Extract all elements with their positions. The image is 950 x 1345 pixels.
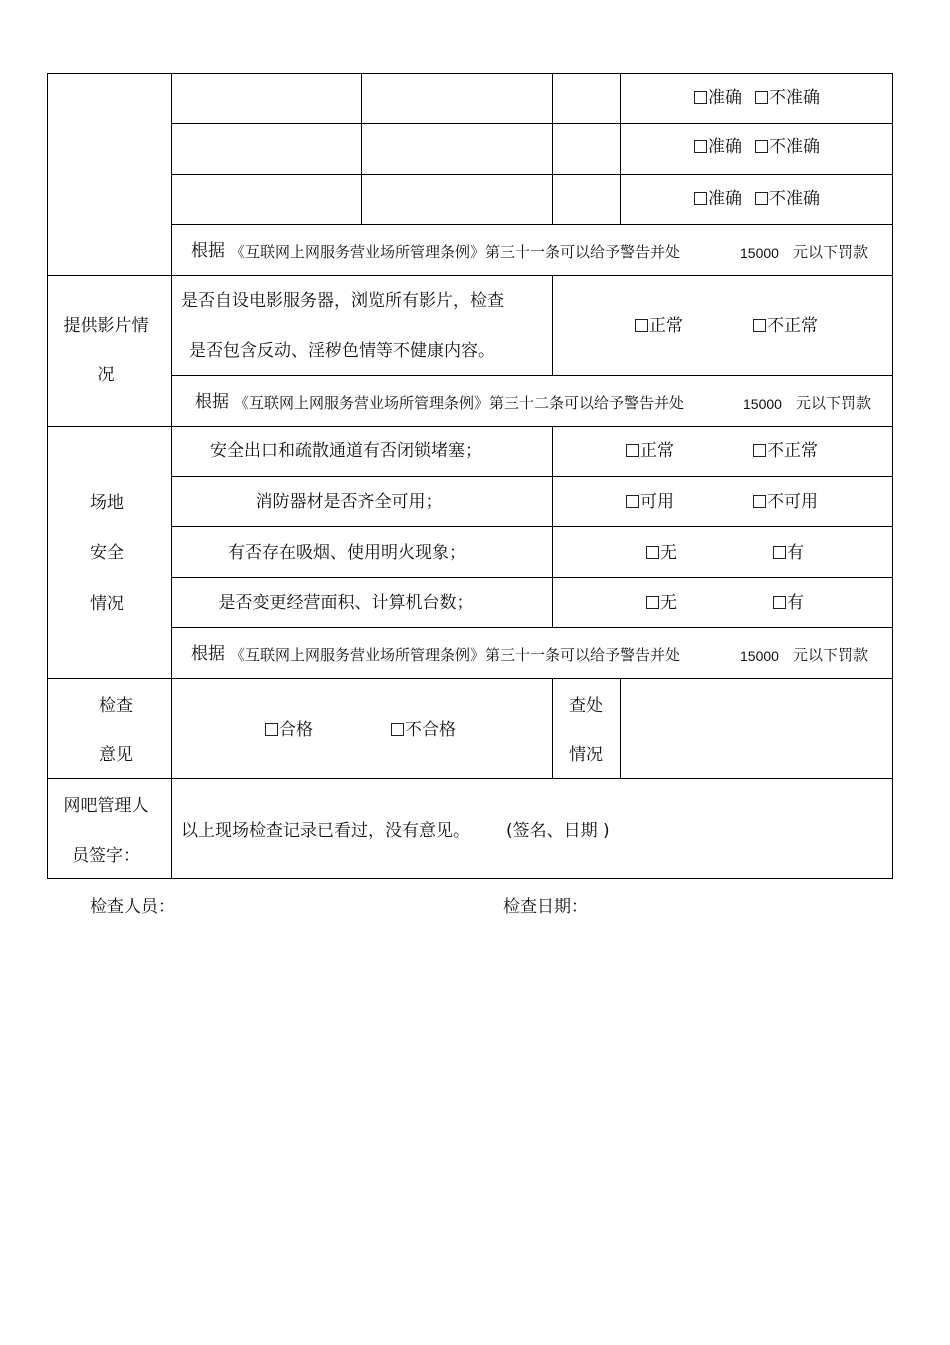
grid-line <box>47 73 48 879</box>
grid-line <box>620 678 621 778</box>
grid-line <box>47 426 893 427</box>
penalty-law: 《互联网上网服务营业场所管理条例》第三十二条可以给予警告并处 <box>234 394 685 412</box>
handle-label-1: 查处 <box>569 696 603 716</box>
film-desc-line2: 是否包含反动、淫秽色情等不健康内容。 <box>189 341 495 361</box>
safety-label-3: 情况 <box>90 594 124 614</box>
option-no[interactable]: 不准确 <box>755 137 820 157</box>
grid-line <box>171 577 893 578</box>
grid-line <box>47 678 893 679</box>
option-yes[interactable]: 正常 <box>626 441 674 461</box>
safety-item-text: 有否存在吸烟、使用明火现象； <box>228 543 466 563</box>
safety-item-text: 是否变更经营面积、计算机台数； <box>218 593 474 613</box>
handle-label-2: 情况 <box>569 745 603 765</box>
safety-item-text: 安全出口和疏散通道有否闭锁堵塞； <box>210 441 482 461</box>
grid-line <box>620 73 621 224</box>
grid-line <box>171 123 893 124</box>
checkbox-icon[interactable] <box>753 495 766 508</box>
option-abnormal[interactable]: 不正常 <box>753 316 818 336</box>
option-yes[interactable]: 可用 <box>626 492 674 512</box>
grid-line <box>47 878 893 879</box>
option-yes[interactable]: 准确 <box>694 137 742 157</box>
checkbox-icon[interactable] <box>694 91 707 104</box>
film-label-2: 况 <box>97 365 115 385</box>
checkbox-icon[interactable] <box>773 546 786 559</box>
checkbox-icon[interactable] <box>646 596 659 609</box>
signature-note: (签名、日期 ) <box>506 821 610 841</box>
penalty-prefix: 根据 <box>191 644 225 664</box>
option-pass[interactable]: 合格 <box>265 720 313 740</box>
option-yes[interactable]: 无 <box>646 593 677 613</box>
checkbox-icon[interactable] <box>753 444 766 457</box>
signature-label-1: 网吧管理人 <box>63 796 149 816</box>
checkbox-icon[interactable] <box>265 723 278 736</box>
option-normal[interactable]: 正常 <box>635 316 683 336</box>
grid-line <box>552 678 553 778</box>
grid-line <box>171 476 893 477</box>
grid-line <box>552 275 553 375</box>
option-no[interactable]: 不准确 <box>755 189 820 209</box>
grid-line <box>47 778 893 779</box>
checkbox-icon[interactable] <box>635 319 648 332</box>
penalty-amount: 15000 <box>740 648 779 664</box>
option-fail[interactable]: 不合格 <box>391 720 456 740</box>
penalty-law: 《互联网上网服务营业场所管理条例》第三十一条可以给予警告并处 <box>230 646 681 664</box>
checkbox-icon[interactable] <box>755 140 768 153</box>
grid-line <box>552 73 553 224</box>
penalty-law: 《互联网上网服务营业场所管理条例》第三十一条可以给予警告并处 <box>230 243 681 261</box>
checkbox-icon[interactable] <box>646 546 659 559</box>
checkbox-icon[interactable] <box>753 319 766 332</box>
grid-line <box>171 73 172 879</box>
penalty-prefix: 根据 <box>195 392 229 412</box>
safety-item-text: 消防器材是否齐全可用； <box>255 492 443 512</box>
grid-line <box>171 174 893 175</box>
signature-label-2: 员签字： <box>72 846 140 866</box>
penalty-suffix: 元以下罚款 <box>796 394 872 412</box>
checkbox-icon[interactable] <box>694 140 707 153</box>
inspection-date-label: 检查日期： <box>503 897 588 917</box>
grid-line <box>892 73 893 879</box>
penalty-suffix: 元以下罚款 <box>793 243 869 261</box>
inspector-label: 检查人员： <box>90 897 175 917</box>
checkbox-icon[interactable] <box>773 596 786 609</box>
checkbox-icon[interactable] <box>694 192 707 205</box>
film-desc-line1: 是否自设电影服务器，浏览所有影片，检查 <box>181 291 504 311</box>
grid-line <box>171 224 893 225</box>
option-yes[interactable]: 无 <box>646 543 677 563</box>
checkbox-icon[interactable] <box>626 444 639 457</box>
grid-line <box>171 526 893 527</box>
option-no[interactable]: 不准确 <box>755 88 820 108</box>
penalty-amount: 15000 <box>743 396 782 412</box>
option-no[interactable]: 不可用 <box>753 492 818 512</box>
opinion-label-2: 意见 <box>99 745 133 765</box>
option-yes[interactable]: 准确 <box>694 88 742 108</box>
handle-field[interactable] <box>622 680 890 776</box>
safety-label-1: 场地 <box>90 493 124 513</box>
signature-text: 以上现场检查记录已看过，没有意见。 <box>181 821 470 841</box>
checkbox-icon[interactable] <box>755 91 768 104</box>
penalty-suffix: 元以下罚款 <box>793 646 869 664</box>
grid-line <box>171 627 893 628</box>
grid-line <box>171 375 893 376</box>
grid-line <box>47 275 893 276</box>
option-no[interactable]: 有 <box>773 593 804 613</box>
option-yes[interactable]: 准确 <box>694 189 742 209</box>
option-no[interactable]: 有 <box>773 543 804 563</box>
grid-line <box>552 426 553 627</box>
checkbox-icon[interactable] <box>391 723 404 736</box>
checkbox-icon[interactable] <box>626 495 639 508</box>
penalty-prefix: 根据 <box>191 241 225 261</box>
grid-line <box>47 73 893 74</box>
penalty-amount: 15000 <box>740 245 779 261</box>
option-no[interactable]: 不正常 <box>753 441 818 461</box>
checkbox-icon[interactable] <box>755 192 768 205</box>
safety-label-2: 安全 <box>90 543 124 563</box>
film-label: 提供影片情 <box>63 316 149 336</box>
grid-line <box>361 73 362 224</box>
opinion-label-1: 检查 <box>99 696 133 716</box>
